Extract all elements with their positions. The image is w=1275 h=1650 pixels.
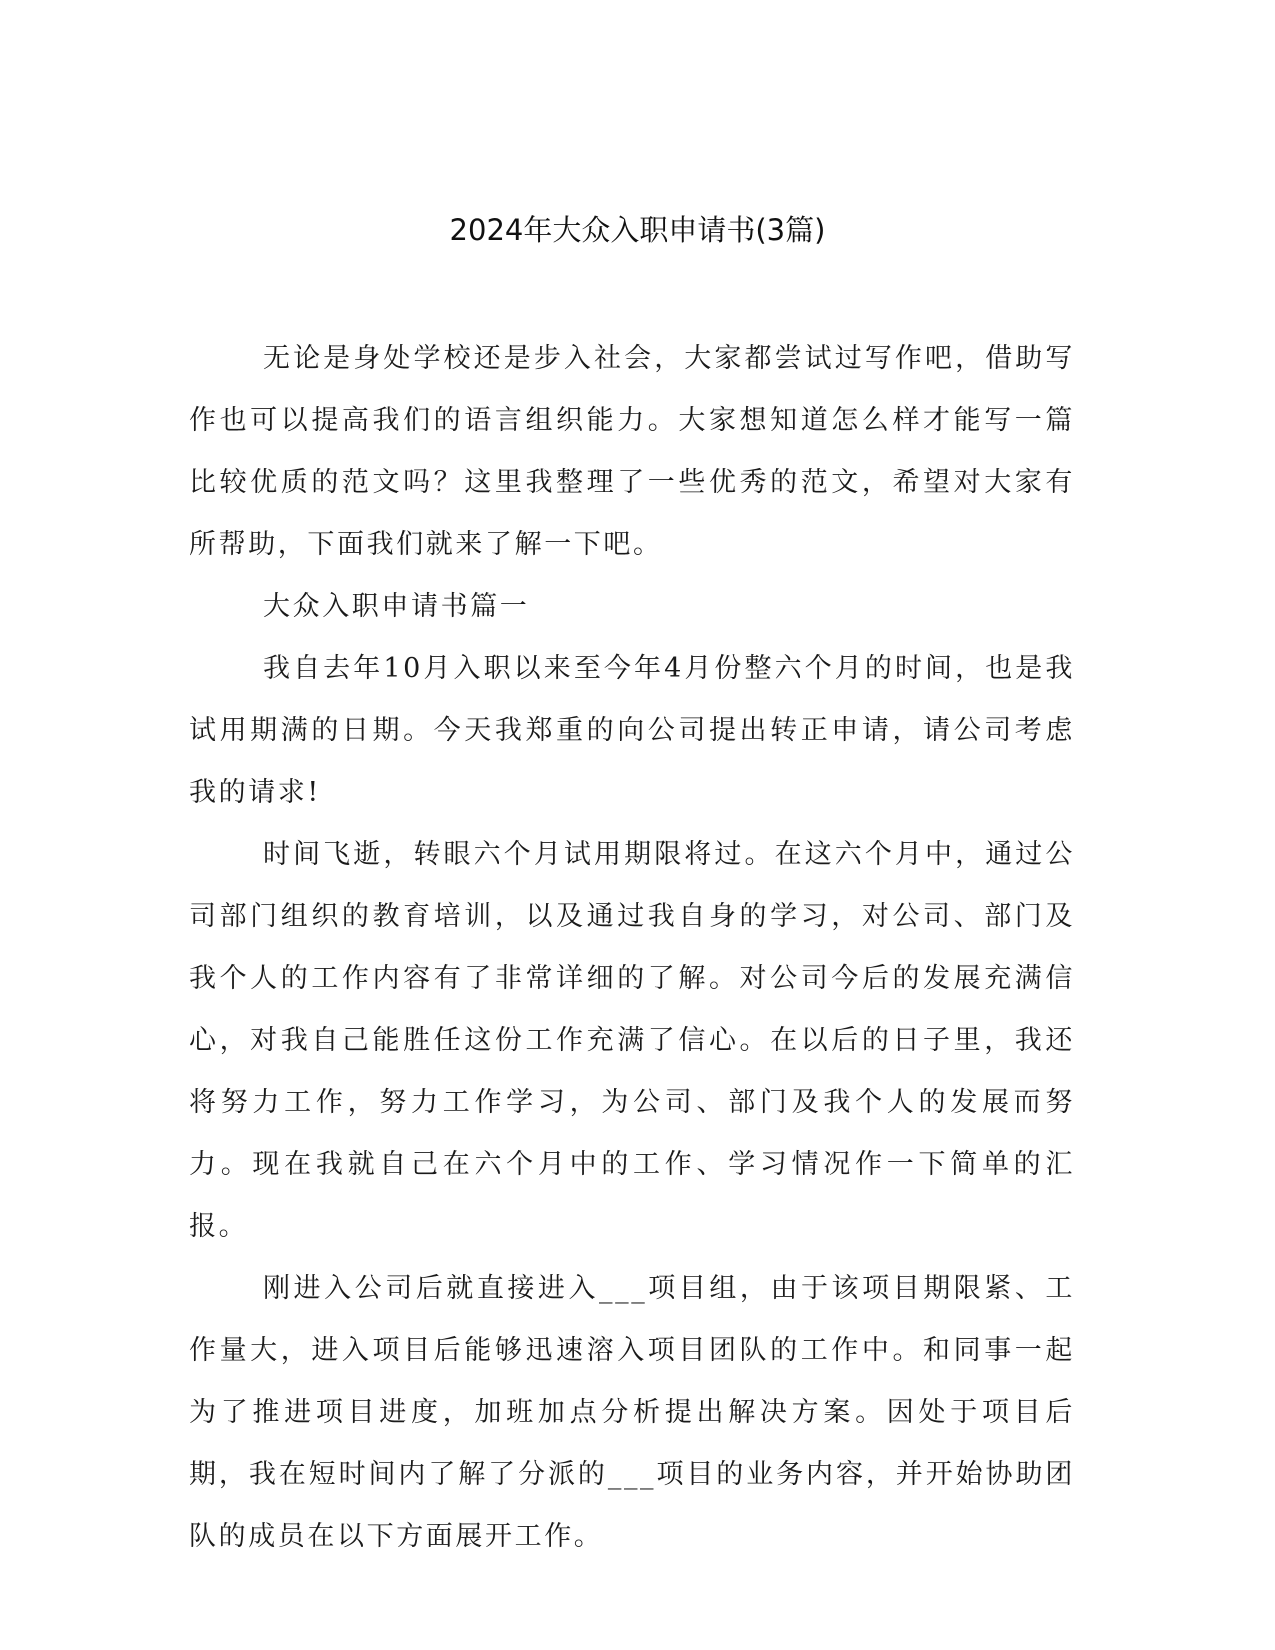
body-paragraph: 刚进入公司后就直接进入___项目组，由于该项目期限紧、工作量大，进入项目后能够迅速溶入项目团队的工作中。和同事一起为了推进项目进度，加班加点分析提出解决方案。因处于项目后期，我在短时间内了解了分派的___项目的业务内容，并开始协助团队的成员在以下方面展开工作。 [189,1273,1075,1552]
body-paragraph: 时间飞逝，转眼六个月试用期限将过。在这六个月中，通过公司部门组织的教育培训，以及通过我自身的学习，对公司、部门及我个人的工作内容有了非常详细的了解。对公司今后的发展充满信心，对我自己能胜任这份工作充满了信心。在以后的日子里，我还将努力工作，努力工作学习，为公司、部门及我个人的发展而努力。现在我就自己在六个月中的工作、学习情况作一下简单的汇报。 [189,839,1075,1242]
body-paragraph: 我自去年10月入职以来至今年4月份整六个月的时间，也是我试用期满的日期。今天我郑重的向公司提出转正申请，请公司考虑我的请求! [189,653,1075,808]
intro-paragraph: 无论是身处学校还是步入社会，大家都尝试过写作吧，借助写作也可以提高我们的语言组织能力。大家想知道怎么样才能写一篇比较优质的范文吗？这里我整理了一些优秀的范文，希望对大家有所帮助，下面我们就来了解一下吧。 [189,343,1075,560]
document-body [189,328,1075,1568]
section-heading: 大众入职申请书篇一 [263,591,530,622]
document-title: 2024年大众入职申请书(3篇) [449,213,826,247]
